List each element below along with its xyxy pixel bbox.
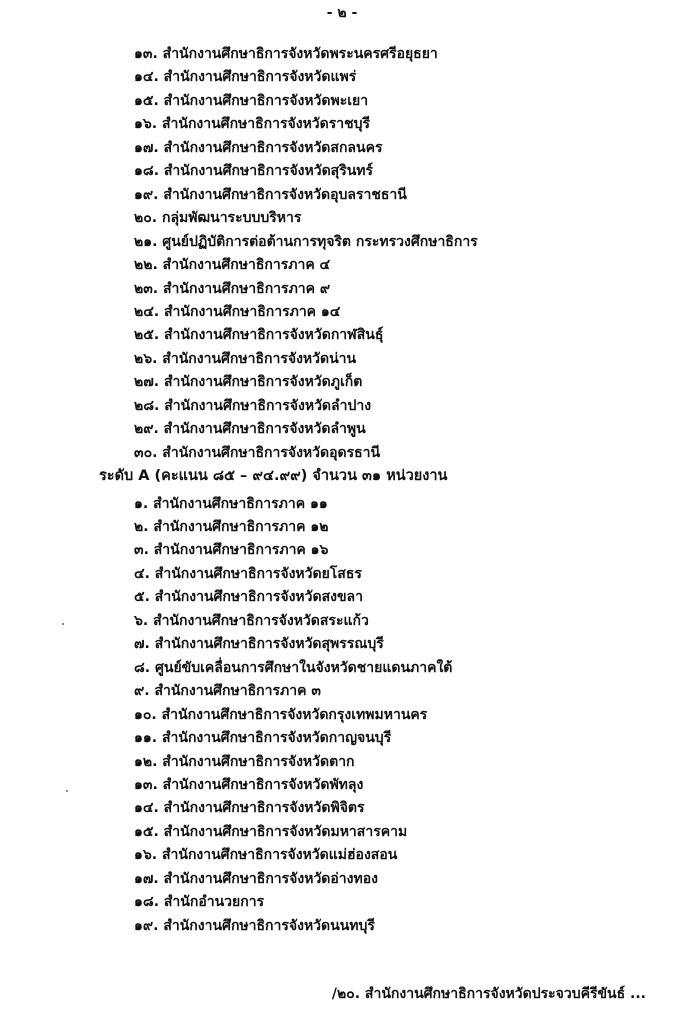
page-number: - ๒ - bbox=[326, 5, 358, 21]
continuation-note: /๒๐. สำนักงานศึกษาธิการจังหวัดประจวบคีรีขันธ์ ... bbox=[331, 986, 646, 1002]
list-item: ๑๖. สำนักงานศึกษาธิการจังหวัดแม่ฮ่องสอน bbox=[134, 847, 398, 863]
list-item: ๑๖. สำนักงานศึกษาธิการจังหวัดราชบุรี bbox=[134, 116, 371, 132]
scan-speck bbox=[62, 623, 64, 625]
list-item: ๑๔. สำนักงานศึกษาธิการจังหวัดแพร่ bbox=[134, 69, 357, 85]
list-item: ๒๐. กลุ่มพัฒนาระบบบริหาร bbox=[134, 210, 302, 226]
list-item: ๖. สำนักงานศึกษาธิการจังหวัดสระแก้ว bbox=[134, 613, 369, 629]
list-item: ๑๐. สำนักงานศึกษาธิการจังหวัดกรุงเทพมหานคร bbox=[134, 707, 428, 723]
level-a-heading: ระดับ A (คะแนน ๘๕ – ๙๔.๙๙) จำนวน ๓๑ หน่วยงาน bbox=[99, 468, 448, 484]
list-item: ๒๖. สำนักงานศึกษาธิการจังหวัดน่าน bbox=[134, 351, 357, 367]
list-item: ๑๕. สำนักงานศึกษาธิการจังหวัดมหาสารคาม bbox=[134, 824, 408, 840]
list-item: ๒๘. สำนักงานศึกษาธิการจังหวัดลำปาง bbox=[134, 398, 372, 414]
list-item: ๘. ศูนย์ขับเคลื่อนการศึกษาในจังหวัดชายแดนภาคใต้ bbox=[134, 660, 453, 676]
list-item: ๓. สำนักงานศึกษาธิการภาค ๑๖ bbox=[134, 542, 329, 558]
list-item: ๑๔. สำนักงานศึกษาธิการจังหวัดพิจิตร bbox=[134, 800, 365, 816]
list-item: ๑๘. สำนักงานศึกษาธิการจังหวัดสุรินทร์ bbox=[134, 163, 374, 179]
list-item: ๑๙. สำนักงานศึกษาธิการจังหวัดอุบลราชธานี bbox=[134, 187, 407, 203]
list-item: ๑๗. สำนักงานศึกษาธิการจังหวัดอ่างทอง bbox=[134, 871, 378, 887]
list-item: ๑๓. สำนักงานศึกษาธิการจังหวัดพัทลุง bbox=[134, 777, 364, 793]
list-item: ๒๑. ศูนย์ปฏิบัติการต่อต้านการทุจริต กระทรวงศึกษาธิการ bbox=[134, 234, 478, 250]
list-item: ๒. สำนักงานศึกษาธิการภาค ๑๒ bbox=[134, 519, 329, 535]
list-item: ๗. สำนักงานศึกษาธิการจังหวัดสุพรรณบุรี bbox=[134, 636, 384, 652]
list-item: ๑๗. สำนักงานศึกษาธิการจังหวัดสกลนคร bbox=[134, 140, 383, 156]
list-item: ๑๒. สำนักงานศึกษาธิการจังหวัดตาก bbox=[134, 754, 355, 770]
list-item: ๑. สำนักงานศึกษาธิการภาค ๑๑ bbox=[134, 496, 328, 512]
list-item: ๒๒. สำนักงานศึกษาธิการภาค ๔ bbox=[134, 257, 331, 273]
list-item: ๒๕. สำนักงานศึกษาธิการจังหวัดกาฬสินธุ์ bbox=[134, 327, 384, 343]
list-item: ๒๗. สำนักงานศึกษาธิการจังหวัดภูเก็ต bbox=[134, 374, 363, 390]
list-item: ๑๑. สำนักงานศึกษาธิการจังหวัดกาญจนบุรี bbox=[134, 730, 392, 746]
list-item: ๒๓. สำนักงานศึกษาธิการภาค ๙ bbox=[134, 281, 331, 297]
list-item: ๒๔. สำนักงานศึกษาธิการภาค ๑๔ bbox=[134, 304, 341, 320]
list-item: ๒๙. สำนักงานศึกษาธิการจังหวัดลำพูน bbox=[134, 421, 366, 437]
list-item: ๔. สำนักงานศึกษาธิการจังหวัดยโสธร bbox=[134, 566, 362, 582]
list-item: ๑๓. สำนักงานศึกษาธิการจังหวัดพระนครศรีอยุธยา bbox=[134, 46, 438, 62]
scan-speck bbox=[66, 790, 68, 792]
list-item: ๕. สำนักงานศึกษาธิการจังหวัดสงขลา bbox=[134, 589, 363, 605]
list-item: ๙. สำนักงานศึกษาธิการภาค ๓ bbox=[134, 683, 321, 699]
list-item: ๑๕. สำนักงานศึกษาธิการจังหวัดพะเยา bbox=[134, 93, 369, 109]
list-item: ๑๘. สำนักอำนวยการ bbox=[134, 894, 265, 910]
list-item: ๑๙. สำนักงานศึกษาธิการจังหวัดนนทบุรี bbox=[134, 918, 375, 934]
list-item: ๓๐. สำนักงานศึกษาธิการจังหวัดอุดรธานี bbox=[134, 445, 381, 461]
